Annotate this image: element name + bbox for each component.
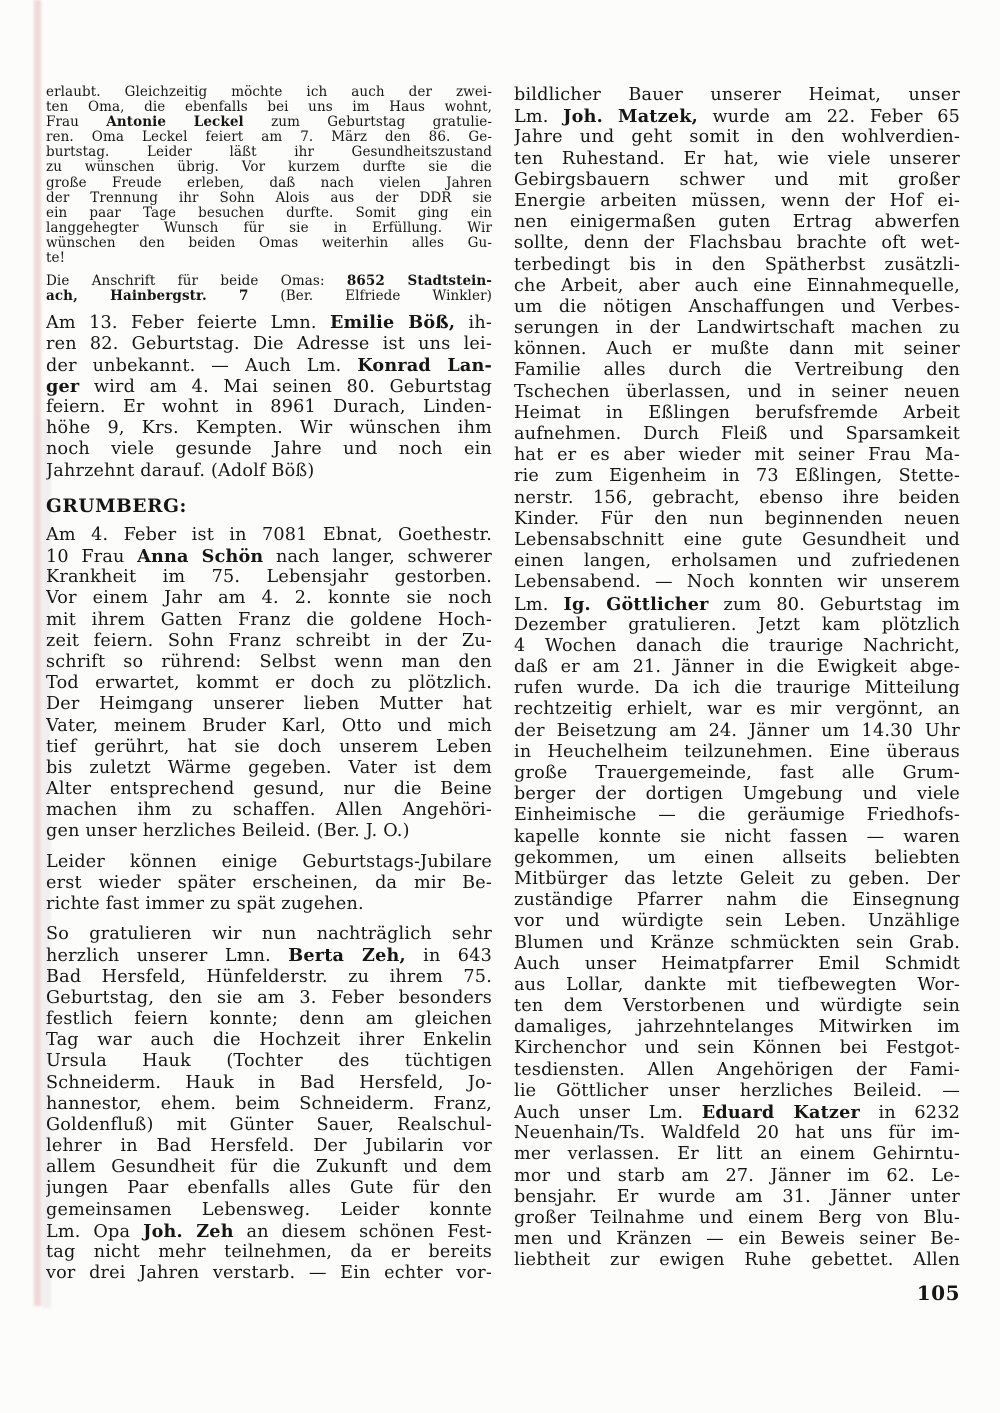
text-line: men und Kränzen — ein Beweis seiner Be- <box>514 1229 960 1250</box>
text-line: Lebensabend. — Noch konnten wir unserem <box>514 572 960 593</box>
text-line: berger der dortigen Umgebung und viele <box>514 784 960 805</box>
text-line: lie Göttlicher unser herzliches Beileid. — <box>514 1080 960 1101</box>
text-line: vor drei Jahren verstarb. — Ein echter vor- <box>46 1263 492 1284</box>
text-line: Tschechen überlassen, und in seiner neuen <box>514 381 960 402</box>
text-line: terbedingt bis in den Spätherbst zusätzli- <box>514 254 960 275</box>
text-line: lehrer in Bad Hersfeld. Der Jubilarin vor <box>46 1136 492 1157</box>
paragraph <box>514 85 960 1272</box>
text-line: ach, Hainbergstr. 7 (Ber. Elfriede Winkler) <box>46 289 492 305</box>
text-line: höhe 9, Krs. Kempten. Wir wünschen ihm <box>46 418 492 439</box>
text-line: Familie alles durch die Vertreibung den <box>514 360 960 381</box>
text-line: bensjahr. Er wurde am 31. Jänner unter <box>514 1186 960 1207</box>
text-line: tag nicht mehr teilnehmen, da er bereits <box>46 1242 492 1262</box>
paragraph <box>46 274 492 304</box>
text-line: Mitbürger das letzte Geleit zu geben. Der <box>514 868 960 889</box>
text-line: Bad Hersfeld, Hünfelderstr. zu ihrem 75. <box>46 966 492 987</box>
text-line: Alter entsprechend gesund, nur die Beine <box>46 779 492 800</box>
text-line: um die nötigen Anschaffungen und Verbes- <box>514 296 960 317</box>
text-line: hat er es aber wieder mit seiner Frau Ma- <box>514 445 960 466</box>
right-column <box>514 85 960 1284</box>
text-line: Lm. Joh. Matzek, wurde am 22. Feber 65 <box>514 106 960 128</box>
text-line: serungen in der Landwirtschaft machen zu <box>514 318 960 339</box>
text-line: ein paar Tage besuchen durfte. Somit ging ein <box>46 205 492 221</box>
text-line: tesdiensten. Allen Angehörigen der Fami- <box>514 1059 960 1080</box>
text-line: Einheimische — die geräumige Friedhofs- <box>514 805 960 826</box>
text-line: daß er am 21. Jänner in die Ewigkeit abge- <box>514 657 960 678</box>
page-number: 105 <box>916 1281 960 1305</box>
text-line: nerstr. 156, gebracht, ebenso ihre beiden <box>514 487 960 508</box>
text-line: Am 4. Feber ist in 7081 Ebnat, Goethestr. <box>46 524 492 545</box>
text-line: schrift so rührend: Selbst wenn man den <box>46 651 492 672</box>
text-line: machen ihm zu schaffen. Allen Angehöri- <box>46 800 492 821</box>
text-line: burtstag. Leider läßt ihr Gesundheitszustand <box>46 145 492 161</box>
text-line: festlich feiern konnte; denn am gleichen <box>46 1008 492 1029</box>
text-line: 10 Frau Anna Schön nach langer, schwerer <box>46 546 492 567</box>
text-line: der Beisetzung am 24. Jänner um 14.30 Uhr <box>514 720 960 741</box>
text-line: allem Gesundheit für die Zukunft und dem <box>46 1157 492 1178</box>
text-line: Schneiderm. Hauk in Bad Hersfeld, Jo- <box>46 1072 492 1093</box>
text-line: große Freude erleben, daß nach vielen Jahren <box>46 175 492 191</box>
text-line: langgehegter Wunsch für sie in Erfüllung. Wir <box>46 220 492 236</box>
text-line: Jahrzehnt darauf. (Adolf Böß) <box>46 460 315 481</box>
text-line: nen einigermaßen guten Ertrag abwerfen <box>514 212 960 233</box>
text-line: Auch unser Lm. Eduard Katzer in 6232 <box>514 1102 960 1123</box>
text-line: te! <box>46 251 66 267</box>
scan-artifact-streak <box>34 0 41 1306</box>
text-line: Energie arbeiten müssen, wenn der Hof ei- <box>514 190 960 211</box>
text-line: Tod erwartet, kommt er doch zu plötzlich. <box>46 673 492 694</box>
text-line: Frau Antonie Leckel zum Geburtstag gratulie- <box>46 115 492 131</box>
text-line: Vater, meinem Bruder Karl, Otto und mich <box>46 715 492 736</box>
text-line: che Arbeit, aber auch eine Einnahmequelle, <box>514 275 960 296</box>
text-line: in Heuchelheim teilzunehmen. Eine überaus <box>514 741 960 762</box>
text-line: Gebirgsbauern schwer und mit großer <box>514 169 960 190</box>
text-line: zeit feiern. Sohn Franz schreibt in der Zu- <box>46 630 492 651</box>
text-line: Tag war auch die Hochzeit ihrer Enkelin <box>46 1030 492 1051</box>
text-line: Lm. Ig. Göttlicher zum 80. Geburtstag im <box>514 593 960 615</box>
text-line: feiern. Er wohnt in 8961 Durach, Linden- <box>46 397 492 418</box>
text-line: Blumen und Kränze schmückten sein Grab. <box>514 932 960 953</box>
text-line: rechtzeitig erhielt, war es mir vergönnt, an <box>514 699 960 720</box>
text-line: der Trennung ihr Sohn Alois aus der DDR sie <box>46 190 492 206</box>
paragraph <box>46 852 492 916</box>
text-line: Am 13. Feber feierte Lmn. Emilie Böß, ih- <box>46 312 492 334</box>
text-line: ger wird am 4. Mai seinen 80. Geburtstag <box>46 375 492 397</box>
text-line: So gratulieren wir nun nachträglich sehr <box>46 924 492 945</box>
text-line: mer verlassen. Er litt an einem Gehirntu- <box>514 1144 960 1165</box>
two-column-text-area <box>46 85 960 1284</box>
paragraph <box>46 924 492 1284</box>
text-line: ten dem Verstorbenen und würdigte sein <box>514 996 960 1017</box>
text-line: Ursula Hauk (Tochter des tüchtigen <box>46 1051 492 1072</box>
paragraph <box>46 525 492 843</box>
text-line: gemeinsamen Lebensweg. Leider konnte <box>46 1199 492 1220</box>
text-line: erlaubt. Gleichzeitig möchte ich auch der zwei- <box>46 85 492 100</box>
text-line: einen langen, erholsamen und zufriedenen <box>514 551 960 572</box>
text-line: richte fast immer zu spät zugehen. <box>46 894 364 914</box>
text-line: vor und würdigte sein Leben. Unzählige <box>514 911 960 932</box>
text-line: liebtheit zur ewigen Ruhe gebettet. Allen <box>514 1250 960 1271</box>
text-line: 4 Wochen danach die traurige Nachricht, <box>514 635 960 656</box>
text-line: bildlicher Bauer unserer Heimat, unser <box>514 85 960 105</box>
text-line: gekommen, um einen allseits beliebten <box>514 847 960 868</box>
text-line: bis zuletzt Wärme gegeben. Vater ist dem <box>46 757 492 778</box>
text-line: Geburtstag, den sie am 3. Feber besonders <box>46 987 492 1008</box>
section-heading <box>46 495 492 518</box>
text-line: erst wieder später erscheinen, da mir Be- <box>46 872 492 893</box>
text-line: hannestor, ehem. beim Schneiderm. Franz, <box>46 1093 492 1114</box>
text-line: Lm. Opa Joh. Zeh an diesem schönen Fest- <box>46 1220 492 1242</box>
text-line: Kinder. Für den nun beginnenden neuen <box>514 508 960 529</box>
text-line: ren. Oma Leckel feiert am 7. März den 86. Ge- <box>46 130 492 146</box>
text-line: Dezember gratulieren. Jetzt kam plötzlich <box>514 614 960 635</box>
text-line: ten Oma, die ebenfalls bei uns im Haus wohnt, <box>46 100 492 116</box>
text-line: Auch unser Heimatpfarrer Emil Schmidt <box>514 953 960 974</box>
text-line: wünschen den beiden Omas weiterhin alles Gu- <box>46 235 492 251</box>
text-line: sollte, denn der Flachsbau brachte oft wet- <box>514 233 960 254</box>
text-line: ren 82. Geburtstag. Die Adresse ist uns lei- <box>46 333 492 354</box>
text-line: tief gerührt, hat sie doch unserem Leben <box>46 736 492 757</box>
text-line: rie zum Eigenheim in 73 Eßlingen, Stette- <box>514 466 960 487</box>
text-line: der unbekannt. — Auch Lm. Konrad Lan- <box>46 354 492 376</box>
paragraph <box>46 85 492 266</box>
text-line: großer Teilnahme und einem Berg von Blu- <box>514 1207 960 1228</box>
text-line: aufnehmen. Durch Fleiß und Sparsamkeit <box>514 424 960 444</box>
text-line: große Trauergemeinde, fast alle Grum- <box>514 763 960 783</box>
text-line: Jahre und geht somit in den wohlverdien- <box>514 127 960 148</box>
text-line: GRUMBERG: <box>46 495 187 517</box>
text-line: ten Ruhestand. Er hat, wie viele unserer <box>514 148 960 169</box>
text-line: rufen wurde. Da ich die traurige Mitteilung <box>514 678 960 699</box>
text-line: Vor einem Jahr am 4. 2. konnte sie noch <box>46 588 492 609</box>
text-line: Krankheit im 75. Lebensjahr gestorben. <box>46 567 492 588</box>
text-line: Goldenfluß) mit Günter Sauer, Realschul- <box>46 1114 492 1135</box>
text-line: mit ihrem Gatten Franz die goldene Hoch- <box>46 609 492 630</box>
text-line: jungen Paar ebenfalls alles Gute für den <box>46 1178 492 1199</box>
text-line: Die Anschrift für beide Omas: 8652 Stadtstein- <box>46 274 492 290</box>
text-line: noch viele gesunde Jahre und noch ein <box>46 439 492 460</box>
text-line: Der Heimgang unserer lieben Mutter hat <box>46 694 492 715</box>
text-line: gen unser herzliches Beileid. (Ber. J. O.) <box>46 821 410 842</box>
text-line: herzlich unserer Lmn. Berta Zeh, in 643 <box>46 945 492 967</box>
text-line: Heimat in Eßlingen berufsfremde Arbeit <box>514 402 960 423</box>
paragraph <box>46 312 492 482</box>
text-line: zu wünschen übrig. Vor kurzem durfte sie die <box>46 160 492 176</box>
text-line: zuständige Pfarrer nahm die Einsegnung <box>514 890 960 911</box>
text-line: Leider können einige Geburtstags-Jubilare <box>46 851 492 872</box>
text-line: Neuenhain/Ts. Waldfeld 20 hat uns für im- <box>514 1123 960 1144</box>
text-line: kapelle konnte sie nicht fassen — waren <box>514 826 960 847</box>
text-line: damaliges, jahrzehntelanges Mitwirken im <box>514 1017 960 1038</box>
left-column <box>46 85 492 1284</box>
text-line: aus Lollar, dankte mit tiefbewegten Wor- <box>514 974 960 995</box>
text-line: Kirchenchor und sein Können bei Festgot- <box>514 1038 960 1059</box>
text-line: Lebensabschnitt eine gute Gesundheit und <box>514 529 960 550</box>
text-line: können. Auch er mußte dann mit seiner <box>514 339 960 360</box>
text-line: mor und starb am 27. Jänner im 62. Le- <box>514 1165 960 1186</box>
